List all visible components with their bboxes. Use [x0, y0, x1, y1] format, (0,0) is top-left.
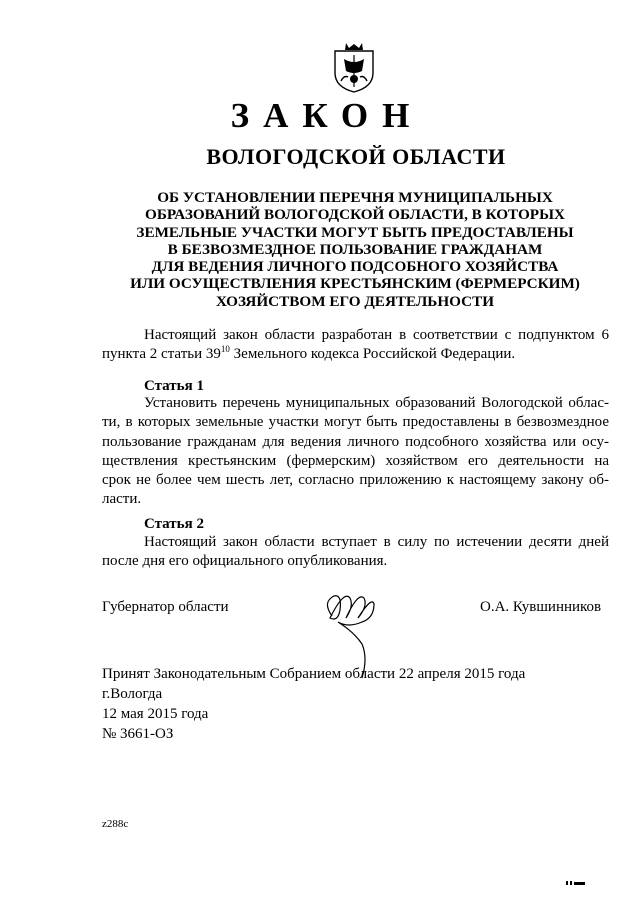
subject-line: ОБ УСТАНОВЛЕНИИ ПЕРЕЧНЯ МУНИЦИПАЛЬНЫХ: [157, 189, 553, 206]
article-1-text: [102, 394, 609, 510]
subject-line: ЗЕМЕЛЬНЫЕ УЧАСТКИ МОГУТ БЫТЬ ПРЕДОСТАВЛЕНЫ: [136, 223, 574, 241]
article-line: ти, в которых земельные участки могут быть предоставлены в безвозмездное: [102, 414, 609, 431]
coat-of-arms-icon: [332, 41, 376, 93]
signatory-position: Губернатор области: [102, 599, 229, 615]
subject-line: ОБРАЗОВАНИЙ ВОЛОГОДСКОЙ ОБЛАСТИ, В КОТОРЫХ: [145, 206, 565, 224]
scan-mark: [566, 880, 586, 886]
article-2-heading: Статья 2: [144, 516, 204, 532]
subject-line: В БЕЗВОЗМЕЗДНОЕ ПОЛЬЗОВАНИЕ ГРАЖДАНАМ: [167, 240, 543, 258]
preamble: [102, 326, 609, 365]
article-line: пользование гражданам для ведения личного подсобного хозяйства или осу-: [102, 433, 609, 450]
adoption-note: Принят Законодательным Собранием области 22 апреля 2015 года: [102, 666, 526, 682]
law-subject: [100, 189, 610, 310]
subject-line: ИЛИ ОСУЩЕСТВЛЕНИЯ КРЕСТЬЯНСКИМ (ФЕРМЕРСКИМ): [130, 275, 580, 293]
article-line: срок не более чем шесть лет, согласно приложению к настоящему закону об-: [102, 472, 609, 489]
region-title: ВОЛОГОДСКОЙ ОБЛАСТИ: [206, 144, 506, 169]
law-number: № 3661-ОЗ: [102, 726, 174, 742]
preamble-line: Настоящий закон области разработан в соответствии с подпунктом 6: [144, 327, 609, 343]
superscript: 10: [220, 344, 230, 355]
article-line: ласти.: [102, 491, 142, 508]
document-title: ЗАКОН: [230, 96, 424, 135]
place: г.Вологда: [102, 686, 163, 702]
subject-line: ХОЗЯЙСТВОМ ЕГО ДЕЯТЕЛЬНОСТИ: [215, 292, 495, 310]
subject-line: ДЛЯ ВЕДЕНИЯ ЛИЧНОГО ПОДСОБНОГО ХОЗЯЙСТВА: [151, 258, 559, 276]
article-line: Установить перечень муниципальных образований Вологодской облас-: [144, 395, 609, 411]
article-line: ществления крестьянским (фермерским) хозяйством его деятельности на: [102, 452, 609, 469]
preamble-line: пункта 2 статьи $39^{10}$ Земельного кодекса Российской Федерации.: [102, 344, 516, 363]
article-line: Настоящий закон области вступает в силу по истечении десяти дней: [144, 534, 609, 550]
article-2-text: [102, 533, 609, 572]
document-code: z288c: [102, 818, 129, 830]
article-1-heading: Статья 1: [144, 378, 204, 394]
signatory-name: О.А. Кувшинников: [480, 599, 602, 615]
article-line: после дня его официального опубликования.: [102, 553, 388, 570]
signing-date: 12 мая 2015 года: [102, 706, 209, 722]
